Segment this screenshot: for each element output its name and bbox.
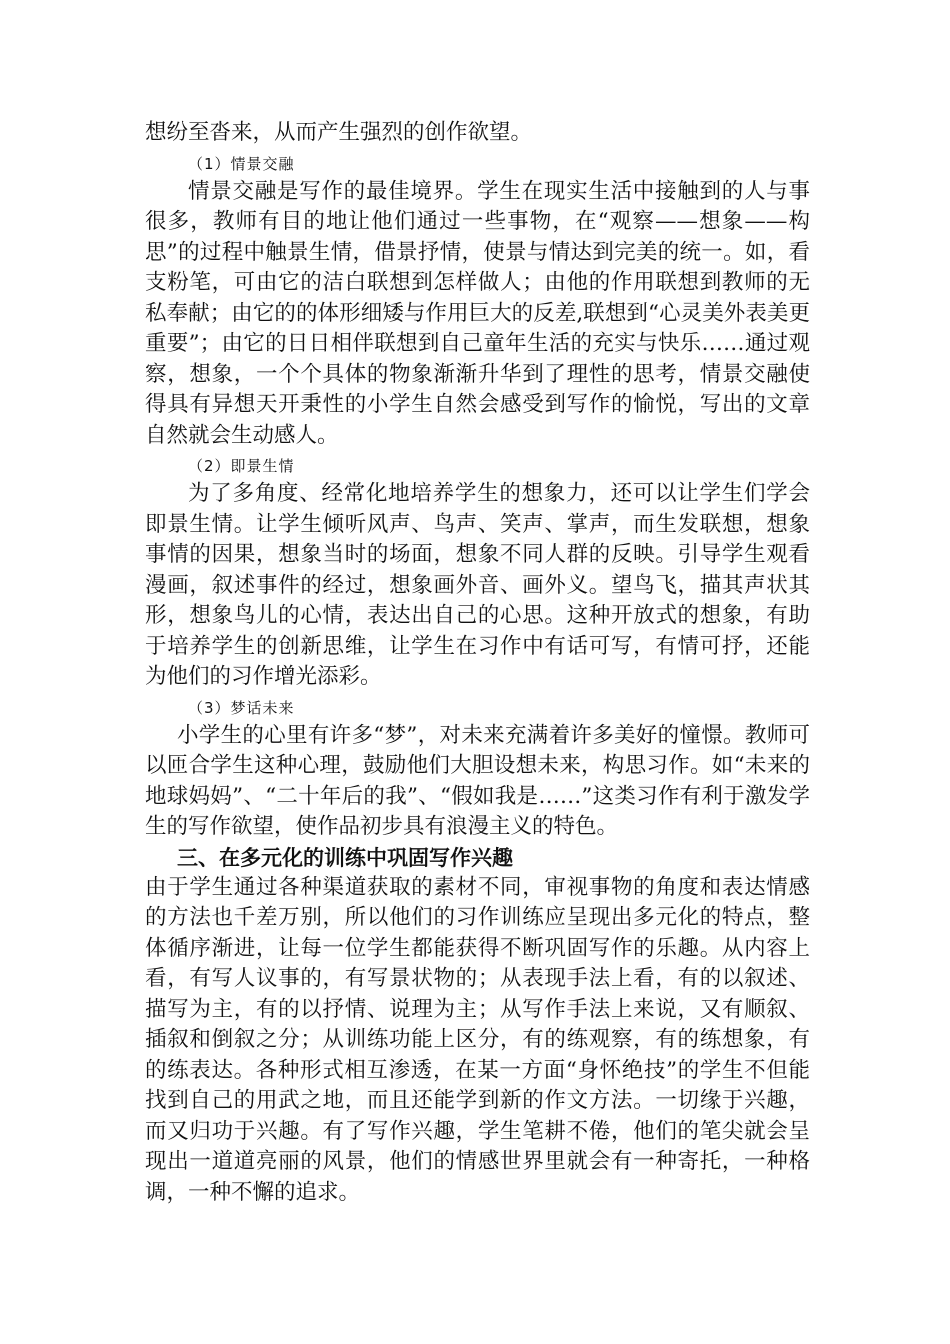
paragraph-diversified-training: 由于学生通过各种渠道获取的素材不同，审视事物的角度和表达情感的方法也千差万别，所以他们的习作训练应呈现出多元化的特点，整体循序渐进，让每一位学生都能获得不断巩固写作的乐趣。从内容上看，有写人议事的，有写景状物的；从表现手法上看，有的以叙述、描写为主，有的以抒情、说理为主；从写作手法上来说，又有顺叙、插叙和倒叙之分；从训练功能上区分，有的练观察，有的练想象，有的练表达。各种形式相互渗透，在某一方面“身怀绝技”的学生不但能找到自己的用武之地，而且还能学到新的作文方法。一切缘于兴趣，而又归功于兴趣。有了写作兴趣，学生笔耕不倦，他们的笔尖就会呈现出一道道亮丽的风景，他们的情感世界里就会有一种寄托，一种格调，一种不懈的追求。 [145,874,810,1205]
subheading-future-dreams: （3）梦话未来 [188,698,295,717]
paragraph-continuation: 想纷至沓来，从而产生强烈的创作欲望。 [145,120,533,145]
subheading-instant-emotion: （2）即景生情 [188,457,295,475]
paragraph-scene-emotion: 情景交融是写作的最佳境界。学生在现实生活中接触到的人与事很多，教师有目的地让他们通过一些事物，在“观察——想象——构思”的过程中触景生情，借景抒情，使景与情达到完美的统一。如，看支粉笔，可由它的洁白联想到怎样做人；由他的作用联想到教师的无私奉献；由它的的体形细矮与作用巨大的反差,联想到“心灵美外表美更重要”；由它的日日相伴联想到自己童年生活的充实与快乐……通过观察，想象，一个个具体的物象渐渐升华到了理性的思考，情景交融使得具有异想天开秉性的小学生自然会感受到写作的愉悦，写出的文章自然就会生动感人。 [145,178,810,448]
section-heading-three: 三、在多元化的训练中巩固写作兴趣 [177,845,513,870]
document-page [145,118,810,1208]
subheading-scene-emotion: （1）情景交融 [188,154,295,173]
paragraph-instant-emotion: 为了多角度、经常化地培养学生的想象力，还可以让学生们学会即景生情。让学生倾听风声、鸟声、笑声、掌声，而生发联想，想象事情的因果，想象当时的场面，想象不同人群的反映。引导学生观看漫画，叙述事件的经过，想象画外音、画外义。望鸟飞，描其声状其形，想象鸟儿的心情，表达出自己的心思。这种开放式的想象，有助于培养学生的创新思维，让学生在习作中有话可写，有情可抒，还能为他们的习作增光添彩。 [145,481,810,689]
paragraph-future-dreams: 小学生的心里有许多“梦”，对未来充满着许多美好的憧憬。教师可以匝合学生这种心理，鼓励他们大胆设想未来，构思习作。如“未来的地球妈妈”、“二十年后的我”、“假如我是……”这类习作有利于激发学生的写作欲望，使作品初步具有浪漫主义的特色。 [145,722,810,839]
